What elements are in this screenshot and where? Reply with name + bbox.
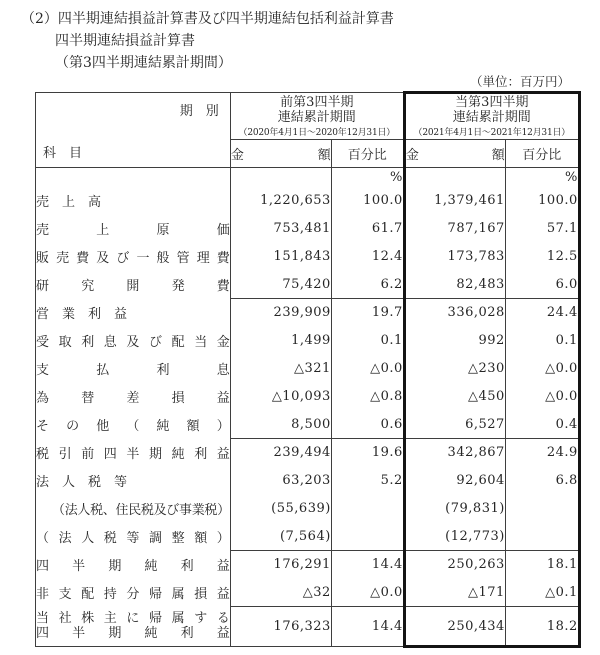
amount-cell: 75,420 xyxy=(230,271,331,299)
document-heading xyxy=(0,0,600,74)
amount-cell: △10,093 xyxy=(230,383,331,411)
row-label: （ 法 人 税 等 調 整 額 ） xyxy=(36,523,231,551)
amount-cell: 1,499 xyxy=(230,327,331,355)
amount-cell: 753,481 xyxy=(230,215,331,243)
amount-cell xyxy=(404,168,505,187)
row-label: 法 人 税 等 xyxy=(36,467,231,495)
amount-cell: 176,291 xyxy=(230,551,331,579)
amount-cell: 6,527 xyxy=(404,411,505,439)
percent-cell: △0.8 xyxy=(370,389,403,404)
amount-cell: △321 xyxy=(230,355,331,383)
amount-cell: 239,494 xyxy=(230,439,331,467)
percent-cell: 100.0 xyxy=(505,187,579,215)
percent-cell xyxy=(331,523,404,551)
amount-cell: 250,263 xyxy=(404,551,505,579)
row-label xyxy=(36,168,231,187)
table-row xyxy=(36,355,580,383)
header-row-periods xyxy=(36,93,580,140)
row-label-line-2: 四 半 期 純 利 益 xyxy=(36,626,230,642)
row-label xyxy=(36,607,231,647)
amount-cell: (12,773) xyxy=(404,523,505,551)
table-row xyxy=(36,243,580,271)
row-label: 売 上 高 xyxy=(36,187,231,215)
row-label: 非 支 配 持 分 帰 属 損 益 xyxy=(36,579,231,607)
amount-cell: 173,783 xyxy=(404,243,505,271)
percent-cell: 19.6 xyxy=(331,439,404,467)
row-label: 売 上 原 価 xyxy=(36,215,231,243)
amount-cell: 63,203 xyxy=(230,467,331,495)
amount-cell: 82,483 xyxy=(404,271,505,299)
period-header-previous xyxy=(230,93,404,140)
percent-unit: % xyxy=(389,169,403,185)
row-label: 四 半 期 純 利 益 xyxy=(36,551,231,579)
item-axis-label: 科 目 xyxy=(43,146,83,161)
amount-cell: 239,909 xyxy=(230,299,331,327)
table-row xyxy=(36,271,580,299)
percent-header-current: 百分比 xyxy=(505,140,579,168)
amount-cell: 1,379,461 xyxy=(404,187,505,215)
percent-cell: 0.4 xyxy=(505,411,579,439)
period-title: 当第3四半期 xyxy=(455,95,529,110)
income-statement-table xyxy=(35,91,581,648)
percent-unit-row xyxy=(36,168,580,187)
table-row xyxy=(36,187,580,215)
heading-line-2: 四半期連結損益計算書 xyxy=(55,33,195,49)
table-row xyxy=(36,579,580,607)
period-header-current xyxy=(404,93,579,140)
period-date-range: （2020年4月1日～2020年12月31日） xyxy=(238,127,396,138)
period-title: 前第3四半期 xyxy=(280,94,354,110)
amount-cell: 8,500 xyxy=(230,411,331,439)
percent-header-previous: 百分比 xyxy=(331,140,404,168)
period-axis-label: 期 別 xyxy=(179,104,219,119)
amount-cell: △450 xyxy=(404,383,505,411)
table-row xyxy=(36,439,580,467)
percent-unit: % xyxy=(505,168,579,187)
period-date-range: （2021年4月1日～2021年12月31日） xyxy=(413,128,571,138)
table-row xyxy=(36,411,580,439)
amount-header-previous: 金 額 xyxy=(230,140,331,168)
heading-line-3: （第3四半期連結累計期間） xyxy=(55,55,232,71)
percent-cell: △0.0 xyxy=(370,584,403,600)
percent-cell: 18.2 xyxy=(505,607,579,647)
table-row xyxy=(36,383,580,411)
amount-cell: 92,604 xyxy=(404,467,505,495)
table-row xyxy=(36,215,580,243)
amount-cell: 787,167 xyxy=(404,215,505,243)
unit-note: （単位：百万円） xyxy=(469,74,570,89)
amount-cell: 342,867 xyxy=(404,439,505,467)
amount-cell: (7,564) xyxy=(230,523,331,551)
row-label: 販 売 費 及 び 一 般 管 理 費 xyxy=(36,243,231,271)
percent-cell: 19.7 xyxy=(331,299,404,327)
amount-cell: 1,220,653 xyxy=(230,187,331,215)
table-row xyxy=(36,327,580,355)
amount-cell: 992 xyxy=(404,327,505,355)
percent-cell: △0.0 xyxy=(370,361,403,376)
percent-cell: 14.4 xyxy=(331,551,404,579)
amount-cell xyxy=(230,168,331,187)
percent-cell: 24.9 xyxy=(505,439,579,467)
percent-cell: 0.1 xyxy=(505,327,579,355)
row-label: 営 業 利 益 xyxy=(36,299,231,327)
percent-cell: 100.0 xyxy=(363,193,403,208)
table-row xyxy=(36,299,580,327)
table-row xyxy=(36,467,580,495)
row-label: そ の 他 （ 純 額 ） xyxy=(36,411,231,439)
percent-cell xyxy=(331,495,404,523)
table-row xyxy=(36,607,580,647)
table-row xyxy=(36,523,580,551)
percent-cell: △0.0 xyxy=(505,355,579,383)
percent-cell xyxy=(505,495,579,523)
percent-cell xyxy=(505,523,579,551)
amount-cell: (79,831) xyxy=(404,495,505,523)
row-label: （法人税、住民税及び事業税） xyxy=(36,495,231,523)
amount-cell: △171 xyxy=(404,579,505,607)
period-title: 連結累計期間 xyxy=(452,110,531,125)
row-label-line-1: 当 社 株 主 に 帰 属 す る xyxy=(36,611,230,627)
row-label: 税 引 前 四 半 期 純 利 益 xyxy=(36,439,231,467)
percent-cell: 24.4 xyxy=(505,299,579,327)
amount-header-current: 金 額 xyxy=(404,140,505,168)
percent-cell: 6.0 xyxy=(505,271,579,299)
percent-cell: 57.1 xyxy=(505,215,579,243)
period-title: 連結累計期間 xyxy=(277,109,356,125)
row-label: 為 替 差 損 益 xyxy=(36,383,231,411)
row-label: 受 取 利 息 及 び 配 当 金 xyxy=(36,327,231,355)
amount-cell: 151,843 xyxy=(230,243,331,271)
corner-cell xyxy=(36,93,231,168)
percent-cell: 14.4 xyxy=(331,607,404,647)
amount-cell: 336,028 xyxy=(404,299,505,327)
amount-cell: 176,323 xyxy=(230,607,331,647)
table-row xyxy=(36,495,580,523)
percent-cell: △0.1 xyxy=(505,579,579,607)
percent-cell: 12.5 xyxy=(505,243,579,271)
percent-cell: 12.4 xyxy=(371,249,403,264)
table-row xyxy=(36,551,580,579)
percent-cell: 6.2 xyxy=(380,276,403,292)
percent-cell: △0.0 xyxy=(505,383,579,411)
percent-cell: 18.1 xyxy=(505,551,579,579)
percent-cell: 6.8 xyxy=(505,467,579,495)
heading-line-1: （2）四半期連結損益計算書及び四半期連結包括利益計算書 xyxy=(21,11,394,27)
row-label: 支 払 利 息 xyxy=(36,355,231,383)
amount-cell: △32 xyxy=(230,579,331,607)
percent-cell: 5.2 xyxy=(380,473,403,488)
percent-cell: 61.7 xyxy=(371,221,403,236)
amount-cell: (55,639) xyxy=(230,495,331,523)
amount-cell: 250,434 xyxy=(404,607,505,647)
row-label: 研 究 開 発 費 xyxy=(36,271,231,299)
amount-cell: △230 xyxy=(404,355,505,383)
percent-cell: 0.1 xyxy=(380,333,403,348)
percent-cell: 0.6 xyxy=(380,416,403,432)
